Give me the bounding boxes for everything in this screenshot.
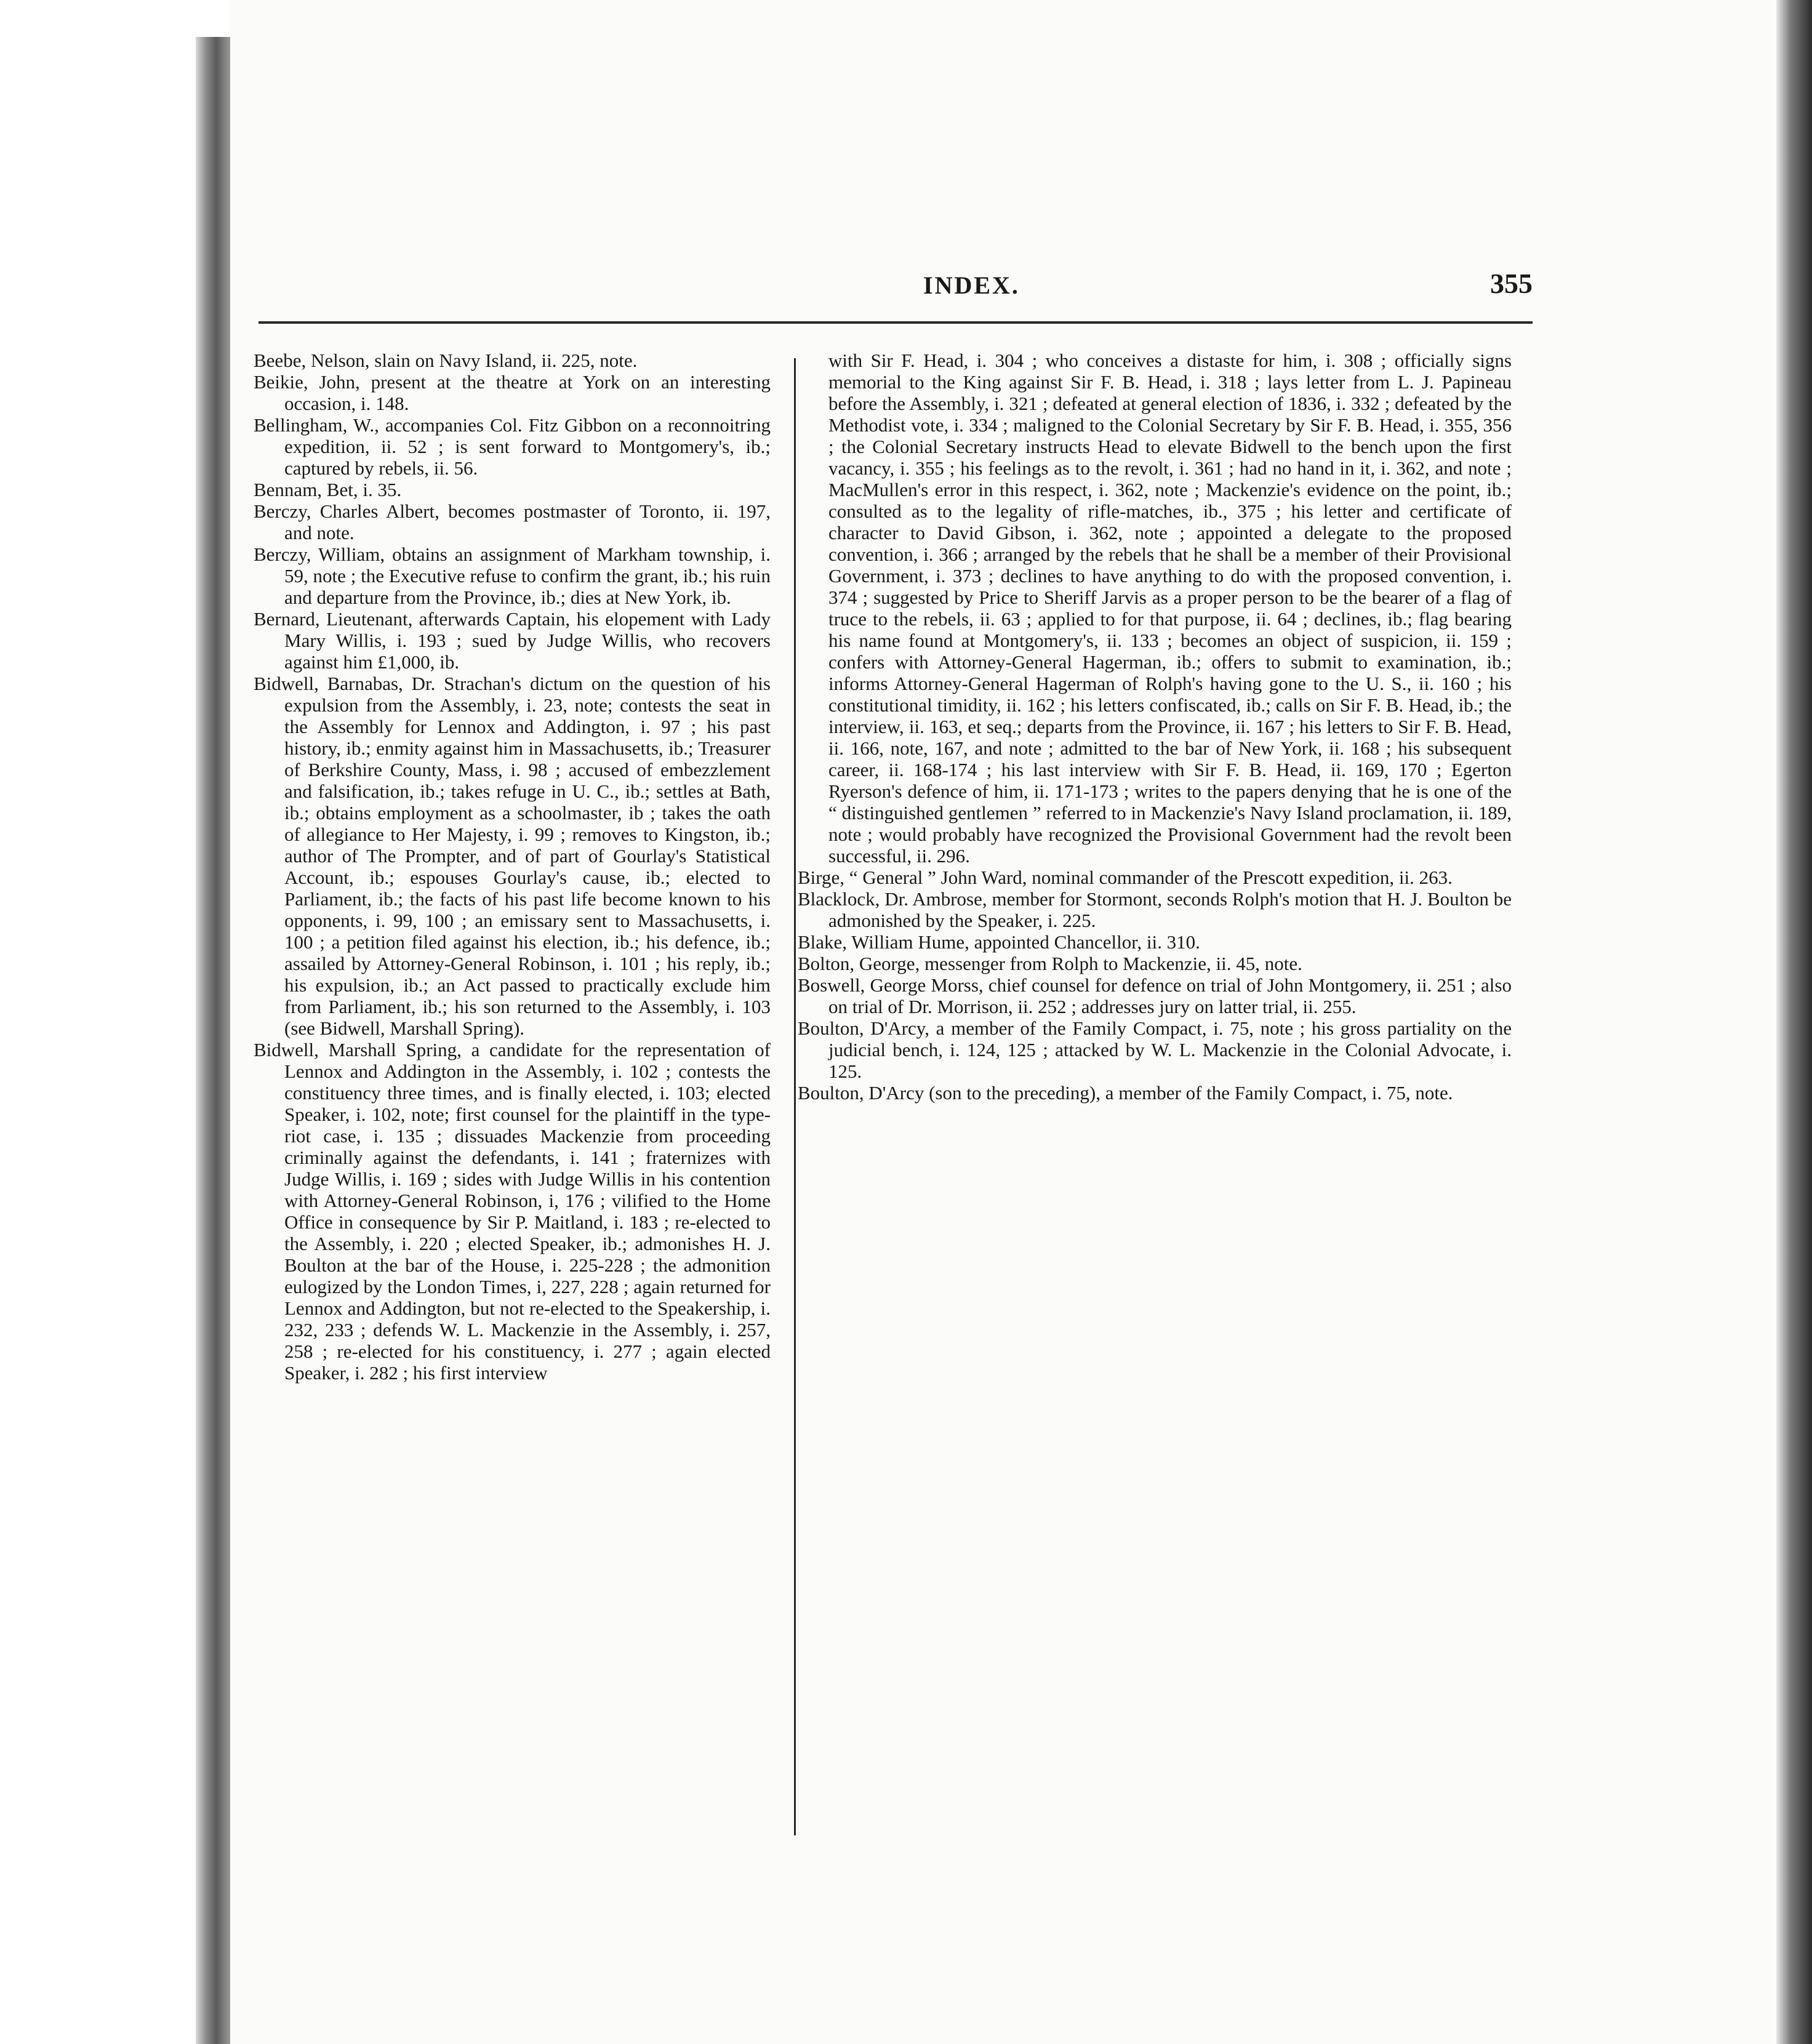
running-head [259,268,1533,314]
scan-edge-right [1776,0,1812,2044]
header-rule [259,321,1533,324]
index-entry: Bidwell, Marshall Spring, a candidate for the representation of Lennox and Addington in the Assembly, i. 102 ; contests the constituency three times, and is finally elected, i. 103; elected Speaker, i. 102, note; first counsel for the plaintiff in the type-riot case, i. 135 ; dissuades Mackenzie from proceeding criminally against the defendants, i. 141 ; fraternizes with Judge Willis, i. 169 ; sides with Judge Willis in his contention with Attorney-General Robinson, i, 176 ; vilified to the Home Office in consequence by Sir P. Maitland, i. 183 ; re-elected to the Assembly, i. 220 ; elected Speaker, ib.; admonishes H. J. Boulton at the bar of the House, i. 225-228 ; the admonition eulogized by the London Times, i, 227, 228 ; again returned for Lennox and Addington, but not re-elected to the Speakership, i. 232, 233 ; defends W. L. Mackenzie in the Assembly, i. 257, 258 ; re-elected for his constituency, i. 277 ; again elected Speaker, i. 282 ; his first interview [254,1039,771,1384]
index-entry: Boswell, George Morss, chief counsel for defence on trial of John Montgomery, ii. 251 ; also on trial of Dr. Morrison, ii. 252 ; addresses jury on latter trial, ii. 255. [798,974,1512,1017]
index-column-left [254,350,771,1384]
index-column-right [798,350,1512,1104]
index-entry: Bellingham, W., accompanies Col. Fitz Gibbon on a reconnoitring expedition, ii. 52 ; is sent forward to Montgomery's, ib.; captured by rebels, ii. 56. [254,414,771,479]
index-entry: Beikie, John, present at the theatre at York on an interesting occasion, i. 148. [254,371,771,414]
index-entry: Blake, William Hume, appointed Chancellor, ii. 310. [798,931,1200,953]
index-entry: Berczy, Charles Albert, becomes postmaster of Toronto, ii. 197, and note. [254,500,771,543]
index-entry: Berczy, William, obtains an assignment of Markham township, i. 59, note ; the Executive refuse to confirm the grant, ib.; his ruin and departure from the Province, ib.; dies at New York, ib. [254,543,771,608]
running-title: INDEX. [923,271,1020,299]
index-entry: Boulton, D'Arcy, a member of the Family Compact, i. 75, note ; his gross partiality on the judicial bench, i. 124, 125 ; attacked by W. L. Mackenzie in the Colonial Advocate, i. 125. [798,1017,1512,1082]
index-entry: Boulton, D'Arcy (son to the preceding), a member of the Family Compact, i. 75, note. [798,1082,1453,1104]
index-entry: Bennam, Bet, i. 35. [254,479,402,500]
index-entry: Bolton, George, messenger from Rolph to Mackenzie, ii. 45, note. [798,953,1302,974]
index-entry: Beebe, Nelson, slain on Navy Island, ii. 225, note. [254,350,638,371]
index-entry: Bidwell, Barnabas, Dr. Strachan's dictum on the question of his expulsion from the Assembly, i. 23, note; contests the seat in the Assembly for Lennox and Addington, i. 97 ; his past history, ib.; enmity against him in Massachusetts, ib.; Treasurer of Berkshire County, Mass, i. 98 ; accused of embezzlement and falsification, ib.; takes refuge in U. C., ib.; settles at Bath, ib.; obtains employment as a schoolmaster, ib ; takes the oath of allegiance to Her Majesty, i. 99 ; removes to Kingston, ib.; author of The Prompter, and of part of Gourlay's Statistical Account, ib.; espouses Gourlay's cause, ib.; elected to Parliament, ib.; the facts of his past life become known to his opponents, i. 99, 100 ; an emissary sent to Massachusetts, i. 100 ; a petition filed against his election, ib.; his defence, ib.; assailed by Attorney-General Robinson, i. 101 ; his reply, ib.; his expulsion, ib.; an Act passed to practically exclude him from Parliament, ib.; his son returned to the Assembly, i. 103 (see Bidwell, Marshall Spring). [254,673,771,1039]
book-binding-edge [196,37,230,2044]
page-number: 355 [1490,268,1533,299]
index-entry-continuation: with Sir F. Head, i. 304 ; who conceives a distaste for him, i. 308 ; officially signs memorial to the King against Sir F. B. Head, i. 318 ; lays letter from L. J. Papineau before the Assembly, i. 321 ; defeated at general election of 1836, i. 332 ; defeated by the Methodist vote, i. 334 ; maligned to the Colonial Secretary by Sir F. B. Head, i. 355, 356 ; the Colonial Secretary instructs Head to elevate Bidwell to the bench upon the first vacancy, i. 355 ; his feelings as to the revolt, i. 361 ; had no hand in it, i. 362, and note ; MacMullen's error in this respect, i. 362, note ; Mackenzie's evidence on the point, ib.; consulted as to the legality of rifle-matches, ib., 375 ; his letter and certificate of character to David Gibson, i. 362, note ; appointed a delegate to the proposed convention, i. 366 ; arranged by the rebels that he shall be a member of their Provisional Government, i. 373 ; declines to have anything to do with the proposed convention, i. 374 ; suggested by Price to Sheriff Jarvis as a proper person to be the bearer of a flag of truce to the rebels, ii. 63 ; applied to for that purpose, ii. 64 ; declines, ib.; flag bearing his name found at Montgomery's, ii. 133 ; becomes an object of suspicion, ii. 159 ; confers with Attorney-General Hagerman, ib.; offers to submit to examination, ib.; informs Attorney-General Hagerman of Rolph's having gone to the U. S., ii. 160 ; his constitutional timidity, ii. 162 ; his letters confiscated, ib.; calls on Sir F. B. Head, ib.; the interview, ii. 163, et seq.; departs from the Province, ii. 167 ; his letters to Sir F. B. Head, ii. 166, note, 167, and note ; admitted to the bar of New York, ii. 168 ; his subsequent career, ii. 168-174 ; his last interview with Sir F. B. Head, ii. 169, 170 ; Egerton Ryerson's defence of him, ii. 171-173 ; writes to the papers denying that he is one of the “ distinguished gentlemen ” referred to in Mackenzie's Navy Island proclamation, ii. 189, note ; would probably have recognized the Provisional Government had the revolt been successful, ii. 296. [828,350,1512,867]
index-entry: Birge, “ General ” John Ward, nominal commander of the Prescott expedition, ii. 263. [798,867,1453,888]
index-entry: Bernard, Lieutenant, afterwards Captain, his elopement with Lady Mary Willis, i. 193 ; sued by Judge Willis, who recovers against him £1,000, ib. [254,608,771,673]
column-divider [794,358,796,1835]
index-entry: Blacklock, Dr. Ambrose, member for Stormont, seconds Rolph's motion that H. J. Boulton be admonished by the Speaker, i. 225. [798,888,1512,931]
